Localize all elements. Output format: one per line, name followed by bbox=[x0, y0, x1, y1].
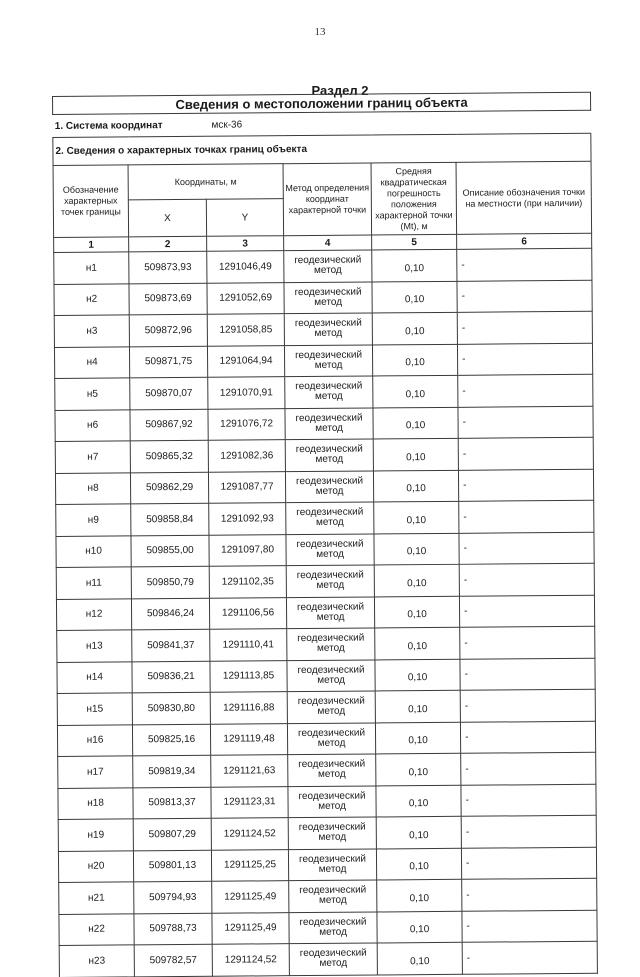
description-cell: - bbox=[460, 626, 595, 659]
point-cell: н23 bbox=[59, 945, 134, 977]
y-coordinate-cell: 1291113,85 bbox=[210, 660, 287, 692]
y-coordinate-cell: 1291052,69 bbox=[207, 282, 284, 314]
method-cell: геодезический метод bbox=[284, 313, 372, 345]
method-cell: геодезический метод bbox=[284, 250, 372, 282]
point-cell: н5 bbox=[55, 378, 130, 410]
description-cell: - bbox=[457, 280, 592, 313]
description-cell: - bbox=[458, 469, 593, 502]
boundary-sheet bbox=[52, 92, 597, 977]
description-cell: - bbox=[457, 311, 592, 344]
table-row bbox=[59, 878, 597, 914]
accuracy-cell: 0,10 bbox=[375, 627, 460, 659]
y-coordinate-cell: 1291076,72 bbox=[208, 408, 285, 440]
table-row bbox=[56, 563, 594, 599]
x-coordinate-cell: 509819,34 bbox=[133, 755, 211, 787]
accuracy-cell: 0,10 bbox=[374, 533, 459, 565]
point-cell: н3 bbox=[54, 315, 129, 347]
section-title: Раздел 2 bbox=[311, 83, 369, 98]
description-cell: - bbox=[458, 437, 593, 470]
x-coordinate-cell: 509867,92 bbox=[130, 409, 208, 441]
column-number: 6 bbox=[457, 233, 592, 249]
x-coordinate-cell: 509825,16 bbox=[132, 724, 210, 756]
accuracy-cell: 0,10 bbox=[373, 438, 458, 470]
y-coordinate-cell: 1291125,49 bbox=[212, 881, 289, 913]
y-coordinate-cell: 1291119,48 bbox=[210, 723, 287, 755]
description-cell: - bbox=[461, 752, 596, 785]
accuracy-cell: 0,10 bbox=[375, 722, 460, 754]
accuracy-cell: 0,10 bbox=[372, 344, 457, 376]
point-cell: н7 bbox=[55, 441, 130, 473]
point-cell: н22 bbox=[59, 913, 134, 945]
x-coordinate-cell: 509807,29 bbox=[133, 818, 211, 850]
accuracy-cell: 0,10 bbox=[376, 785, 461, 817]
accuracy-cell: 0,10 bbox=[373, 375, 458, 407]
point-cell: н13 bbox=[57, 630, 132, 662]
description-cell: - bbox=[459, 532, 594, 565]
accuracy-cell: 0,10 bbox=[372, 281, 457, 313]
point-cell: н16 bbox=[57, 724, 132, 756]
table-row bbox=[59, 941, 597, 977]
x-coordinate-cell: 509850,79 bbox=[131, 566, 209, 598]
header-x: X bbox=[128, 199, 206, 237]
table-row bbox=[56, 595, 594, 631]
table-row bbox=[57, 689, 595, 725]
accuracy-cell: 0,10 bbox=[375, 659, 460, 691]
table-row bbox=[55, 374, 593, 410]
method-cell: геодезический метод bbox=[288, 848, 376, 880]
description-cell: - bbox=[461, 784, 596, 817]
description-cell: - bbox=[460, 689, 595, 722]
x-coordinate-cell: 509788,73 bbox=[134, 913, 212, 945]
table-caption: Сведения о местоположении границ объекта bbox=[53, 92, 591, 114]
method-cell: геодезический метод bbox=[286, 565, 374, 597]
column-number: 4 bbox=[284, 235, 372, 251]
point-cell: н17 bbox=[58, 756, 133, 788]
x-coordinate-cell: 509858,84 bbox=[131, 503, 209, 535]
method-cell: геодезический метод bbox=[289, 880, 377, 912]
x-coordinate-cell: 509873,93 bbox=[129, 251, 207, 283]
accuracy-cell: 0,10 bbox=[373, 407, 458, 439]
y-coordinate-cell: 1291121,63 bbox=[211, 755, 288, 787]
y-coordinate-cell: 1291110,41 bbox=[210, 629, 287, 661]
description-cell: - bbox=[458, 406, 593, 439]
y-coordinate-cell: 1291058,85 bbox=[207, 314, 284, 346]
table-row bbox=[57, 721, 595, 757]
x-coordinate-cell: 509855,00 bbox=[131, 535, 209, 567]
y-coordinate-cell: 1291092,93 bbox=[209, 503, 286, 535]
y-coordinate-cell: 1291087,77 bbox=[208, 471, 285, 503]
method-cell: геодезический метод bbox=[288, 754, 376, 786]
header-point: Обозначение характерных точек границы bbox=[53, 165, 129, 238]
method-cell: геодезический метод bbox=[289, 911, 377, 943]
y-coordinate-cell: 1291070,91 bbox=[208, 377, 285, 409]
description-cell: - bbox=[462, 878, 597, 911]
x-coordinate-cell: 509873,69 bbox=[129, 283, 207, 315]
header-accuracy: Средняя квадратическая погрешность положения характерной точки (Mt), м bbox=[371, 162, 457, 235]
table-row bbox=[58, 784, 596, 820]
method-cell: геодезический метод bbox=[287, 722, 375, 754]
accuracy-cell: 0,10 bbox=[376, 816, 461, 848]
x-coordinate-cell: 509872,96 bbox=[129, 314, 207, 346]
x-coordinate-cell: 509813,37 bbox=[133, 787, 211, 819]
coordinates-table bbox=[52, 92, 598, 977]
header-description: Описание обозначения точки на местности (при наличии) bbox=[456, 161, 592, 234]
table-row bbox=[58, 847, 596, 883]
x-coordinate-cell: 509801,13 bbox=[133, 850, 211, 882]
point-cell: н4 bbox=[54, 346, 129, 378]
point-cell: н14 bbox=[57, 661, 132, 693]
y-coordinate-cell: 1291116,88 bbox=[210, 692, 287, 724]
table-row bbox=[55, 469, 593, 505]
y-coordinate-cell: 1291097,80 bbox=[209, 534, 286, 566]
x-coordinate-cell: 509865,32 bbox=[130, 440, 208, 472]
method-cell: геодезический метод bbox=[284, 281, 372, 313]
accuracy-cell: 0,10 bbox=[376, 848, 461, 880]
x-coordinate-cell: 509794,93 bbox=[134, 881, 212, 913]
table-row bbox=[54, 280, 592, 316]
header-coordinates: Координаты, м bbox=[128, 164, 283, 200]
description-cell: - bbox=[457, 343, 592, 376]
method-cell: геодезический метод bbox=[288, 785, 376, 817]
accuracy-cell: 0,10 bbox=[374, 596, 459, 628]
y-coordinate-cell: 1291124,52 bbox=[211, 818, 288, 850]
method-cell: геодезический метод bbox=[287, 691, 375, 723]
method-cell: геодезический метод bbox=[285, 470, 373, 502]
method-cell: геодезический метод bbox=[286, 533, 374, 565]
method-cell: геодезический метод bbox=[285, 407, 373, 439]
accuracy-cell: 0,10 bbox=[373, 470, 458, 502]
accuracy-cell: 0,10 bbox=[374, 501, 459, 533]
y-coordinate-cell: 1291102,35 bbox=[209, 566, 286, 598]
coord-system-value: мск-36 bbox=[211, 119, 243, 131]
y-coordinate-cell: 1291124,52 bbox=[212, 944, 289, 976]
method-cell: геодезический метод bbox=[284, 344, 372, 376]
page-number: 13 bbox=[314, 26, 326, 38]
point-cell: н19 bbox=[58, 819, 133, 851]
description-cell: - bbox=[462, 910, 597, 943]
point-cell: н10 bbox=[56, 535, 131, 567]
description-cell: - bbox=[461, 847, 596, 880]
y-coordinate-cell: 1291046,49 bbox=[207, 251, 284, 283]
column-number: 2 bbox=[129, 236, 207, 252]
description-cell: - bbox=[459, 563, 594, 596]
accuracy-cell: 0,10 bbox=[372, 312, 457, 344]
coord-system-label: 1. Система координат bbox=[54, 119, 163, 132]
table-row bbox=[57, 626, 595, 662]
table-row bbox=[56, 500, 594, 536]
accuracy-cell: 0,10 bbox=[376, 753, 461, 785]
table-row bbox=[57, 658, 595, 694]
y-coordinate-cell: 1291125,25 bbox=[211, 849, 288, 881]
description-cell: - bbox=[459, 595, 594, 628]
column-number: 3 bbox=[207, 236, 284, 252]
y-coordinate-cell: 1291123,31 bbox=[211, 786, 288, 818]
y-coordinate-cell: 1291125,49 bbox=[212, 912, 289, 944]
point-cell: н2 bbox=[54, 283, 129, 315]
method-cell: геодезический метод bbox=[286, 502, 374, 534]
description-cell: - bbox=[460, 721, 595, 754]
description-cell: - bbox=[457, 248, 592, 281]
y-coordinate-cell: 1291106,56 bbox=[209, 597, 286, 629]
table-row bbox=[54, 248, 592, 284]
accuracy-cell: 0,10 bbox=[377, 942, 462, 974]
table-row bbox=[55, 437, 593, 473]
y-coordinate-cell: 1291082,36 bbox=[208, 440, 285, 472]
table-row bbox=[59, 910, 597, 946]
point-cell: н21 bbox=[59, 882, 134, 914]
point-cell: н11 bbox=[56, 567, 131, 599]
method-cell: геодезический метод bbox=[286, 596, 374, 628]
column-number: 1 bbox=[54, 237, 129, 253]
x-coordinate-cell: 509830,80 bbox=[132, 692, 210, 724]
description-cell: - bbox=[459, 500, 594, 533]
method-cell: геодезический метод bbox=[287, 659, 375, 691]
x-coordinate-cell: 509782,57 bbox=[134, 944, 212, 976]
accuracy-cell: 0,10 bbox=[377, 879, 462, 911]
x-coordinate-cell: 509870,07 bbox=[130, 377, 208, 409]
point-cell: н8 bbox=[55, 472, 130, 504]
method-cell: геодезический метод bbox=[287, 628, 375, 660]
points-heading: 2. Сведения о характерных точках границ объекта bbox=[53, 133, 591, 165]
table-row bbox=[54, 343, 592, 379]
point-cell: н6 bbox=[55, 409, 130, 441]
table-row bbox=[55, 406, 593, 442]
point-cell: н18 bbox=[58, 787, 133, 819]
point-cell: н9 bbox=[56, 504, 131, 536]
x-coordinate-cell: 509846,24 bbox=[131, 598, 209, 630]
point-cell: н1 bbox=[54, 252, 129, 284]
table-row bbox=[58, 815, 596, 851]
method-cell: геодезический метод bbox=[288, 817, 376, 849]
table-row bbox=[56, 532, 594, 568]
x-coordinate-cell: 509836,21 bbox=[132, 661, 210, 693]
x-coordinate-cell: 509871,75 bbox=[129, 346, 207, 378]
accuracy-cell: 0,10 bbox=[375, 690, 460, 722]
table-row bbox=[58, 752, 596, 788]
point-cell: н20 bbox=[58, 850, 133, 882]
x-coordinate-cell: 509862,29 bbox=[130, 472, 208, 504]
point-cell: н12 bbox=[56, 598, 131, 630]
column-number: 5 bbox=[372, 234, 457, 250]
description-cell: - bbox=[460, 658, 595, 691]
accuracy-cell: 0,10 bbox=[372, 249, 457, 281]
y-coordinate-cell: 1291064,94 bbox=[207, 345, 284, 377]
method-cell: геодезический метод bbox=[285, 376, 373, 408]
accuracy-cell: 0,10 bbox=[374, 564, 459, 596]
table-row bbox=[54, 311, 592, 347]
description-cell: - bbox=[461, 815, 596, 848]
header-method: Метод определения координат характерной точки bbox=[283, 163, 372, 236]
header-y: Y bbox=[206, 199, 283, 237]
description-cell: - bbox=[462, 941, 597, 974]
description-cell: - bbox=[458, 374, 593, 407]
x-coordinate-cell: 509841,37 bbox=[132, 629, 210, 661]
point-cell: н15 bbox=[57, 693, 132, 725]
method-cell: геодезический метод bbox=[289, 943, 377, 975]
method-cell: геодезический метод bbox=[285, 439, 373, 471]
accuracy-cell: 0,10 bbox=[377, 911, 462, 943]
